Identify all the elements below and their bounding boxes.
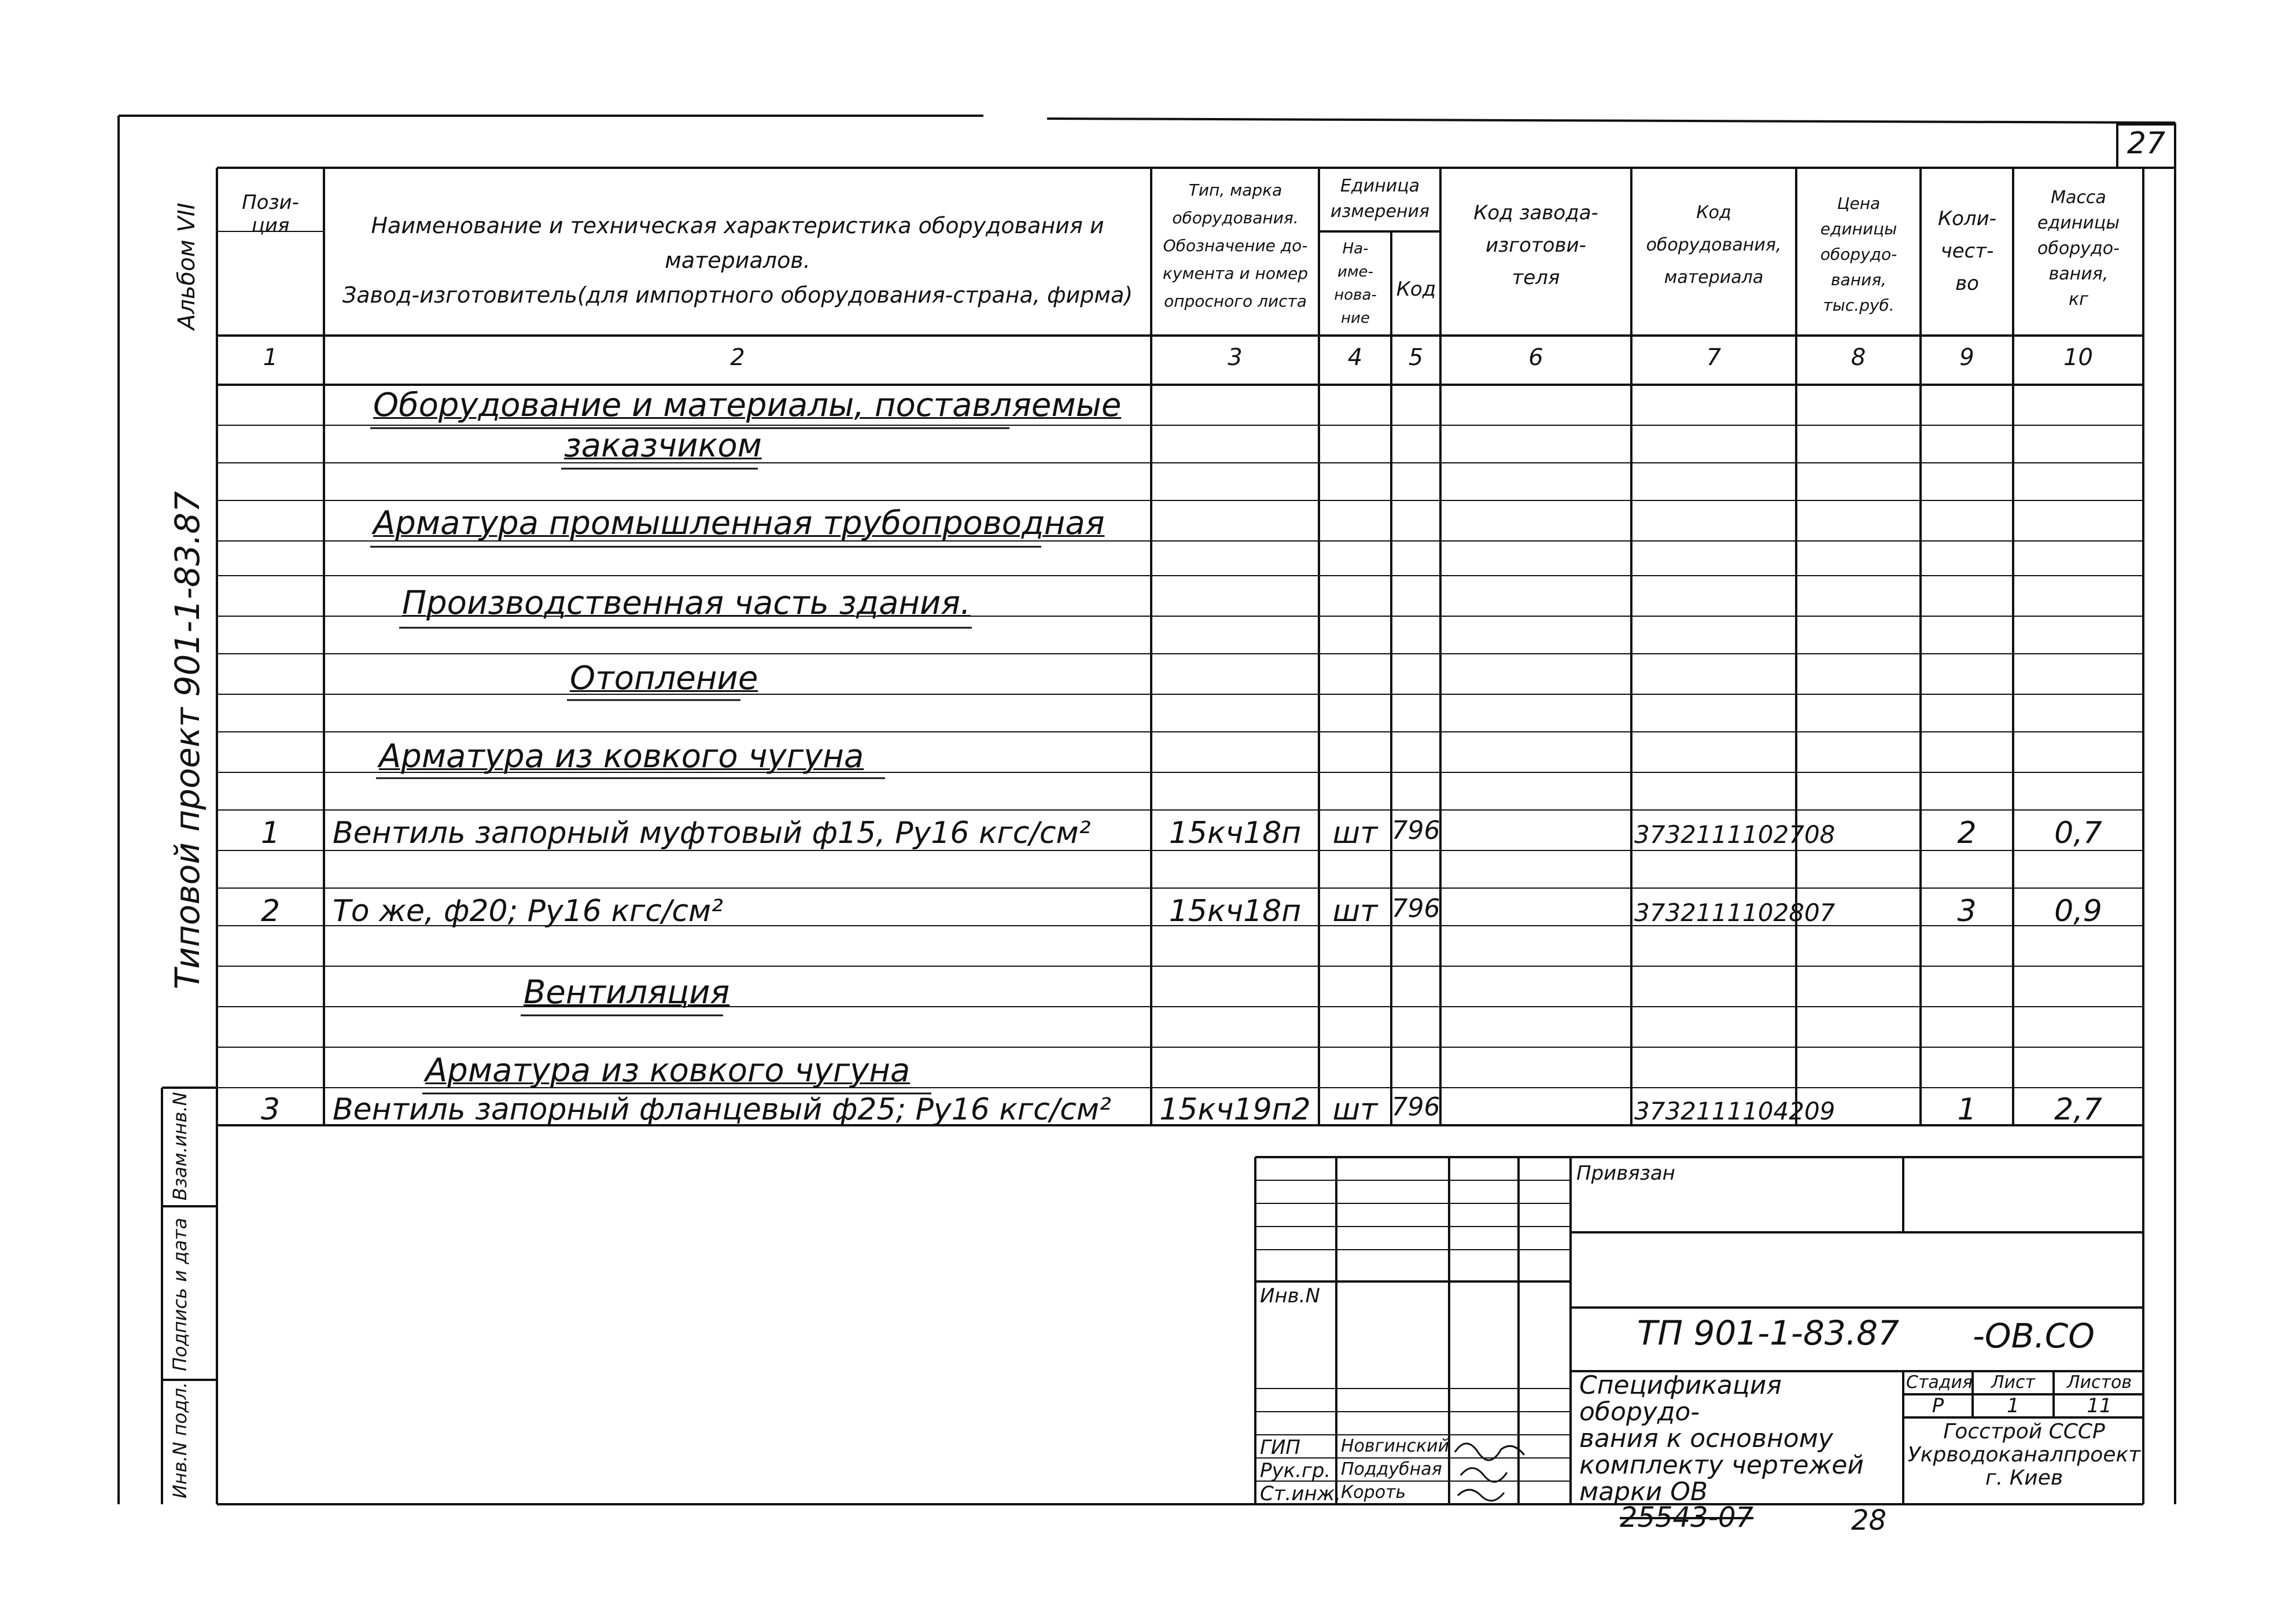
item-2-quantity: 3 [1957,894,1977,929]
item-3-position: 3 [260,1092,281,1127]
item-1-name: Вентиль запорный муфтовый ф15, Ру16 кгс/см² [333,816,1091,850]
col-num-1: 1 [263,344,278,371]
col-num-5: 5 [1408,344,1424,371]
col-header-quantity: Коли- чест- во [1937,207,1997,295]
role-group-head: Рук.гр. [1260,1459,1331,1482]
project-label: Типовой проект 901-1-83.87 [168,491,207,989]
item-2-equip-code: 3732111102807 [1634,898,1836,927]
item-3-mass: 2,7 [2054,1092,2102,1127]
strip-inv-label: Инв.N подл. [169,1382,191,1498]
col-num-6: 6 [1528,344,1543,371]
section-heading-supplied: Оборудование и материалы, поставляемые [373,386,1122,424]
col-header-type: Тип, марка оборудования. Обозначение до- кумента и номер опросного листа [1162,181,1309,311]
title-inv-label: Инв.N [1260,1284,1320,1308]
col-header-unit-name: На- име- нова- ние [1334,240,1377,327]
sheet-value: 1 [2007,1394,2019,1417]
item-1-type: 15кч18п [1169,816,1302,850]
organization: Госстрой СССР Укрводоканалпроект г. Киев [1907,1420,2141,1490]
section-heading-ventilation: Вентиляция [524,974,730,1011]
col-header-price: Цена единицы оборудо- вания, тыс.руб. [1820,194,1897,315]
album-label: Альбом VII [174,202,200,330]
item-2-mass: 0,9 [2054,894,2102,929]
role-gip-name: Новгинский [1341,1436,1450,1456]
col-num-7: 7 [1706,344,1722,371]
strip-replace-label: Взам.инв.N [169,1092,191,1200]
section-heading-customer: заказчиком [564,427,762,465]
col-header-factory-code: Код завода- изготови- теля [1473,201,1598,289]
item-2-unit-code: 796 [1391,894,1440,923]
stage-value: Р [1932,1394,1944,1417]
section-heading-production-part: Производственная часть здания. [402,584,971,622]
section-heading-malleable-iron-2: Арматура из ковкого чугуна [425,1052,911,1089]
item-3-unit-code: 796 [1391,1092,1440,1122]
footer-page-number: 28 [1851,1504,1887,1537]
col-num-10: 10 [2063,344,2093,371]
item-1-position: 1 [260,816,281,850]
title-linked-label: Привязан [1576,1162,1675,1185]
item-1-equip-code: 3732111102708 [1634,820,1836,849]
col-header-position: Пози- ция [242,191,299,237]
role-senior-engineer: Ст.инж. [1260,1482,1342,1505]
signature-marks [1449,1429,1565,1504]
item-2-name: То же, ф20; Ру16 кгс/см² [333,894,724,929]
document-title: Спецификация оборудо- вания к основному комплекту чертежей марки ОВ [1579,1371,1864,1507]
sheets-value: 11 [2087,1394,2112,1417]
col-header-unit-code: Код [1396,278,1436,301]
role-group-head-name: Поддубная [1341,1459,1442,1479]
archive-stamp: 25543-07 [1620,1501,1754,1534]
col-num-3: 3 [1228,344,1243,371]
item-3-unit: шт [1332,1092,1378,1127]
col-header-mass: Масса единицы оборудо- вания, кг [2037,187,2120,310]
col-header-name: Наименование и техническая характеристика оборудования и материалов. Завод-изготовитель(для импортного оборудования-страна, фирма) [342,213,1133,308]
section-heading-heating: Отопление [570,660,758,697]
sheets-label: Листов [2066,1372,2132,1393]
col-num-4: 4 [1347,344,1363,371]
page-number: 27 [2127,126,2166,161]
document-code: ТП 901-1-83.87 [1637,1313,1899,1353]
col-header-equip-code: Код оборудования, материала [1646,202,1782,288]
col-num-8: 8 [1851,344,1866,371]
item-2-type: 15кч18п [1169,894,1302,929]
stage-label: Стадия [1906,1372,1973,1393]
strip-sign-label: Подпись и дата [169,1217,191,1371]
section-heading-malleable-iron-1: Арматура из ковкого чугуна [379,738,864,775]
section-heading-valves-industrial: Арматура промышленная трубопроводная [373,504,1105,542]
item-1-mass: 0,7 [2054,816,2102,850]
item-3-equip-code: 3732111104209 [1634,1097,1836,1125]
sheet-label: Лист [1991,1372,2036,1393]
role-gip: ГИП [1260,1436,1300,1459]
role-senior-engineer-name: Короть [1341,1482,1406,1503]
item-1-unit: шт [1332,816,1378,850]
item-3-quantity: 1 [1957,1092,1977,1127]
document-code-suffix: -ОВ.СО [1973,1316,2095,1356]
col-num-9: 9 [1959,344,1974,371]
item-3-name: Вентиль запорный фланцевый ф25; Ру16 кгс/см² [333,1092,1111,1127]
item-1-quantity: 2 [1957,816,1977,850]
item-2-position: 2 [260,894,281,929]
item-3-type: 15кч19п2 [1159,1092,1311,1127]
col-num-2: 2 [730,344,745,371]
col-header-unit-group: Единица измерения [1330,176,1430,222]
item-1-unit-code: 796 [1391,816,1440,845]
item-2-unit: шт [1332,894,1378,929]
